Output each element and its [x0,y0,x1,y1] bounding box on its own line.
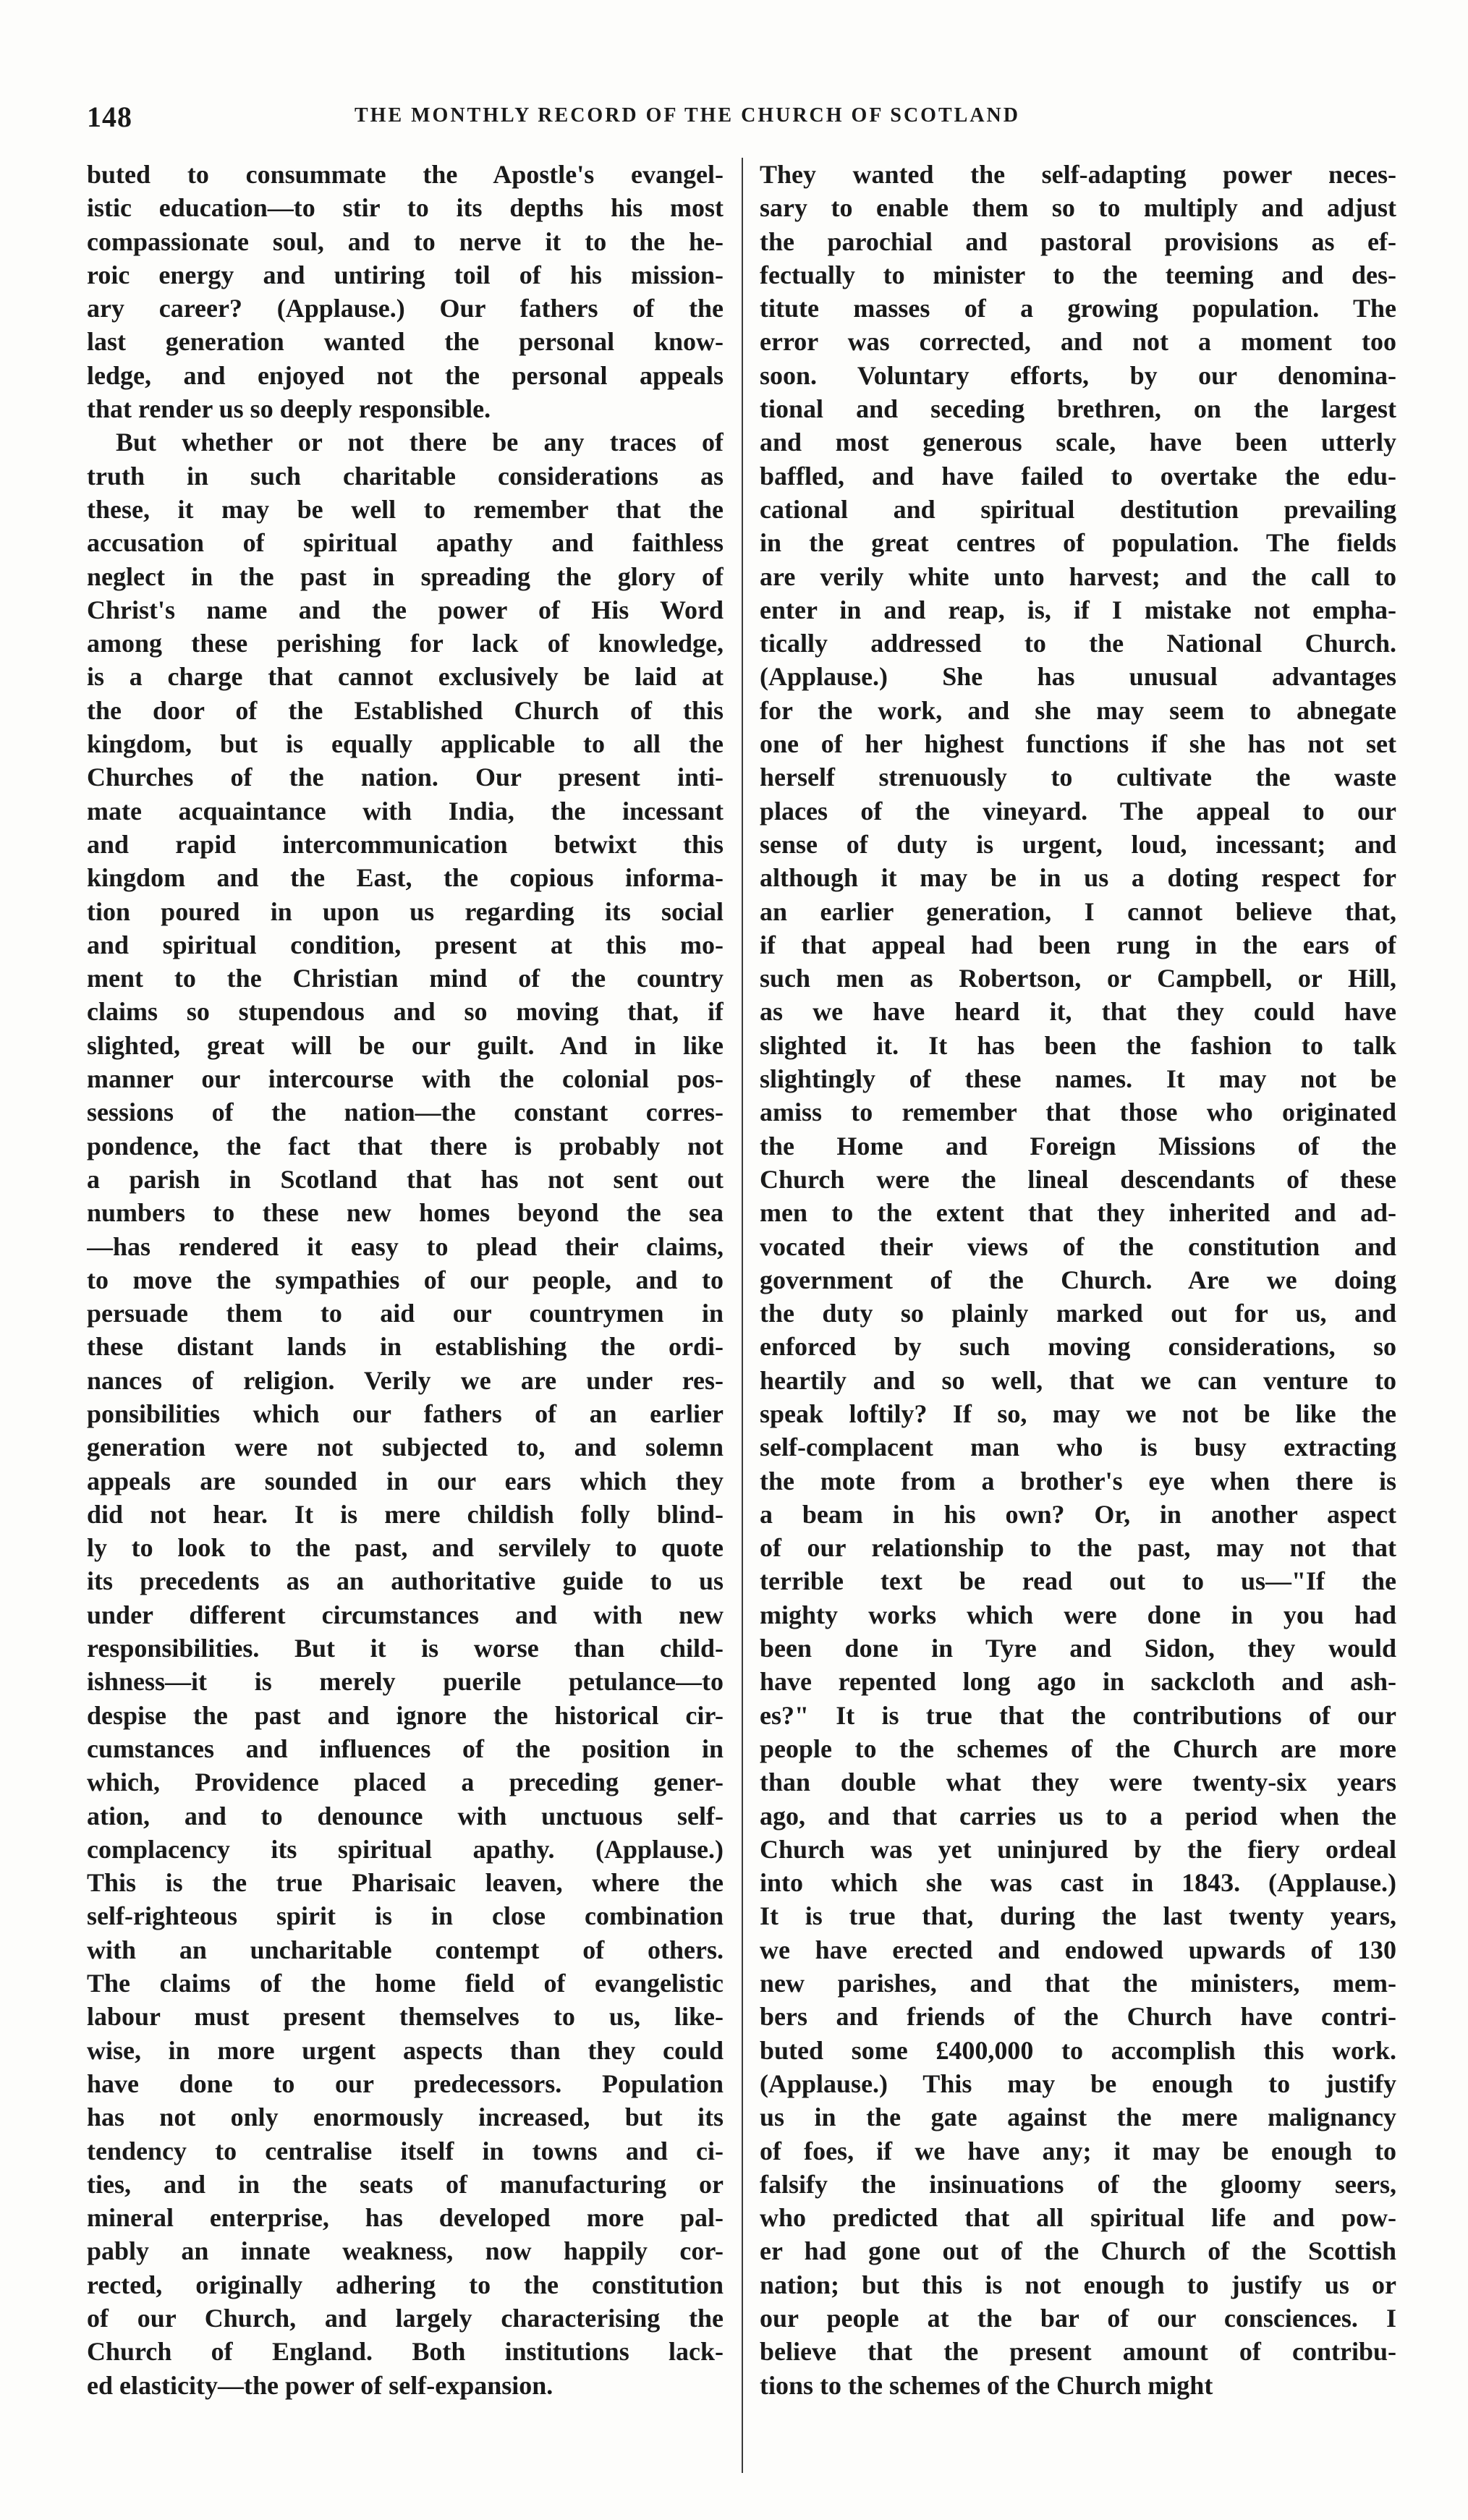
text-line: ago, and that carries us to a period when the [760,1801,1396,1830]
text-line: speak loftily? If so, may we not be like the [760,1399,1396,1428]
text-line: rected, originally adhering to the constitution [87,2270,724,2299]
text-line: roic energy and untiring toil of his mission- [87,260,724,289]
text-line: (Applause.) She has unusual advantages [760,662,1396,692]
page-number: 148 [87,101,132,133]
page-header [87,100,1389,150]
text-line: in the great centres of population. The fields [760,528,1396,558]
text-line: these distant lands in establishing the ordi- [87,1332,724,1362]
text-line: tion poured in upon us regarding its social [87,896,724,926]
text-line: nation; but this is not enough to justify us or [760,2270,1396,2299]
text-line: Church of England. Both institutions lack- [87,2337,724,2367]
text-line: tendency to centralise itself in towns and ci- [87,2136,724,2165]
text-line: er had gone out of the Church of the Scottish [760,2236,1396,2266]
text-line: did not hear. It is mere childish folly blind- [87,1499,724,1529]
text-line: neglect in the past in spreading the glory of [87,561,724,591]
text-line: accusation of spiritual apathy and faithless [87,528,724,558]
text-line: The claims of the home field of evangelistic [87,1969,724,1998]
text-line: to move the sympathies of our people, and to [87,1265,724,1294]
text-line: ary career? (Applause.) Our fathers of the [87,294,724,323]
text-line: and most generous scale, have been utterly [760,428,1396,457]
text-line: soon. Voluntary efforts, by our denomina- [760,360,1396,390]
text-line: who predicted that all spiritual life and pow- [760,2203,1396,2233]
text-line: ed elasticity—the power of self-expansion. [87,2370,553,2400]
text-line: with an uncharitable contempt of others. [87,1935,724,1964]
text-line: sense of duty is urgent, loud, incessant; and [760,829,1396,859]
text-line: mighty works which were done in you had [760,1600,1396,1629]
text-line: truth in such charitable considerations as [87,461,724,491]
text-line: last generation wanted the personal know- [87,327,724,357]
text-line: into which she was cast in 1843. (Applause.) [760,1868,1396,1898]
text-line: fectually to minister to the teeming and des- [760,260,1396,289]
text-line: ledge, and enjoyed not the personal appeals [87,360,724,390]
text-line: falsify the insinuations of the gloomy seers, [760,2169,1396,2199]
text-line: ation, and to denounce with unctuous self- [87,1801,724,1830]
text-line: slightingly of these names. It may not be [760,1064,1396,1094]
text-line: for the work, and she may seem to abnegate [760,695,1396,725]
text-line: Christ's name and the power of His Word [87,595,724,624]
column-divider [742,158,743,2473]
text-line: among these perishing for lack of knowledge, [87,629,724,658]
text-line: error was corrected, and not a moment too [760,327,1396,357]
text-line: heartily and so well, that we can venture to [760,1365,1396,1395]
text-line: It is true that, during the last twenty years, [760,1901,1396,1931]
text-line: of foes, if we have any; it may be enough to [760,2136,1396,2165]
text-line: Church was yet uninjured by the fiery ordeal [760,1834,1396,1864]
text-line: ties, and in the seats of manufacturing or [87,2169,724,2199]
text-line: kingdom and the East, the copious informa- [87,863,724,893]
text-line: the Home and Foreign Missions of the [760,1131,1396,1161]
text-line: if that appeal had been rung in the ears of [760,930,1396,959]
text-line: terrible text be read out to us—"If the [760,1566,1396,1596]
text-line: our people at the bar of our consciences. I [760,2304,1396,2333]
text-line: generation were not subjected to, and solemn [87,1433,724,1462]
text-line: manner our intercourse with the colonial pos- [87,1064,724,1094]
running-title: THE MONTHLY RECORD OF THE CHURCH OF SCOTLAND [355,104,1020,127]
text-line: of our Church, and largely characterising the [87,2304,724,2333]
text-line: men to the extent that they inherited and ad- [760,1198,1396,1228]
text-line: government of the Church. Are we doing [760,1265,1396,1294]
text-line: slighted it. It has been the fashion to talk [760,1030,1396,1060]
text-line: istic education—to stir to its depths his most [87,193,724,223]
text-line: wise, in more urgent aspects than they could [87,2035,724,2065]
text-line: vocated their views of the constitution and [760,1231,1396,1261]
text-line: Church were the lineal descendants of these [760,1164,1396,1194]
text-line: sessions of the nation—the constant corres- [87,1098,724,1127]
text-line: This is the true Pharisaic leaven, where the [87,1868,724,1898]
right-column [760,158,1396,2473]
text-line: But whether or not there be any traces of [116,428,724,457]
text-line: tically addressed to the National Church. [760,629,1396,658]
text-line: is a charge that cannot exclusively be laid at [87,662,724,692]
text-line: the duty so plainly marked out for us, and [760,1299,1396,1328]
text-line: have repented long ago in sackcloth and ash- [760,1667,1396,1697]
text-line: ponsibilities which our fathers of an earlier [87,1399,724,1428]
text-line: amiss to remember that those who originated [760,1098,1396,1127]
text-columns [87,158,1405,2473]
text-line: the door of the Established Church of this [87,695,724,725]
text-line: as we have heard it, that they could have [760,997,1396,1027]
text-line: responsibilities. But it is worse than child- [87,1634,724,1663]
text-line: such men as Robertson, or Campbell, or Hill, [760,964,1396,993]
text-line: have done to our predecessors. Population [87,2069,724,2098]
text-line: ly to look to the past, and servilely to quote [87,1533,724,1563]
text-line: claims so stupendous and so moving that, if [87,997,724,1027]
text-line: bers and friends of the Church have contri- [760,2002,1396,2032]
text-line: self-complacent man who is busy extracting [760,1433,1396,1462]
text-line: buted some £400,000 to accomplish this work. [760,2035,1396,2065]
text-line: pondence, the fact that there is probably not [87,1131,724,1161]
text-line: the parochial and pastoral provisions as ef- [760,226,1396,256]
text-line: es?" It is true that the contributions of our [760,1700,1396,1730]
text-line: slighted, great will be our guilt. And in like [87,1030,724,1060]
text-line: that render us so deeply responsible. [87,394,491,424]
text-line: the mote from a brother's eye when there is [760,1466,1396,1496]
text-line: a parish in Scotland that has not sent out [87,1164,724,1194]
text-line: self-righteous spirit is in close combination [87,1901,724,1931]
text-line: herself strenuously to cultivate the waste [760,763,1396,792]
text-line: enforced by such moving considerations, so [760,1332,1396,1362]
text-line: a beam in his own? Or, in another aspect [760,1499,1396,1529]
text-line: mate acquaintance with India, the incessant [87,796,724,826]
text-line: ishness—it is merely puerile petulance—to [87,1667,724,1697]
text-line: ment to the Christian mind of the country [87,964,724,993]
text-line: Churches of the nation. Our present inti- [87,763,724,792]
text-line: and rapid intercommunication betwixt this [87,829,724,859]
left-column [87,158,724,2473]
text-line: kingdom, but is equally applicable to all the [87,729,724,759]
text-line: its precedents as an authoritative guide to us [87,1566,724,1596]
text-line: we have erected and endowed upwards of 130 [760,1935,1396,1964]
text-line: places of the vineyard. The appeal to our [760,796,1396,826]
text-line: (Applause.) This may be enough to justify [760,2069,1396,2098]
text-line: sary to enable them so to multiply and adjust [760,193,1396,223]
text-line: cumstances and influences of the position in [87,1734,724,1763]
text-line: has not only enormously increased, but its [87,2103,724,2132]
text-line: and spiritual condition, present at this mo- [87,930,724,959]
text-line: an earlier generation, I cannot believe that, [760,896,1396,926]
text-line: titute masses of a growing population. The [760,294,1396,323]
text-line: —has rendered it easy to plead their claims, [87,1231,724,1261]
text-line: nances of religion. Verily we are under res- [87,1365,724,1395]
text-line: appeals are sounded in our ears which they [87,1466,724,1496]
text-line: pably an innate weakness, now happily cor- [87,2236,724,2266]
text-line: are verily white unto harvest; and the call to [760,561,1396,591]
text-line: mineral enterprise, has developed more pal- [87,2203,724,2233]
text-line: under different circumstances and with new [87,1600,724,1629]
text-line: one of her highest functions if she has not set [760,729,1396,759]
text-line: us in the gate against the mere malignancy [760,2103,1396,2132]
text-line: buted to consummate the Apostle's evangel- [87,160,724,189]
text-line: these, it may be well to remember that the [87,494,724,524]
text-line: compassionate soul, and to nerve it to the he- [87,226,724,256]
text-line: than double what they were twenty-six years [760,1768,1396,1797]
text-line: persuade them to aid our countrymen in [87,1299,724,1328]
text-line: believe that the present amount of contribu- [760,2337,1396,2367]
text-line: cational and spiritual destitution prevailing [760,494,1396,524]
text-line: which, Providence placed a preceding gener- [87,1768,724,1797]
text-line: enter in and reap, is, if I mistake not empha- [760,595,1396,624]
text-line: tions to the schemes of the Church might [760,2370,1213,2400]
text-line: baffled, and have failed to overtake the edu- [760,461,1396,491]
text-line: tional and seceding brethren, on the largest [760,394,1396,424]
text-line: They wanted the self-adapting power neces- [760,160,1396,189]
text-line: of our relationship to the past, may not that [760,1533,1396,1563]
text-line: people to the schemes of the Church are more [760,1734,1396,1763]
text-line: labour must present themselves to us, like- [87,2002,724,2032]
text-line: despise the past and ignore the historical cir- [87,1700,724,1730]
text-line: numbers to these new homes beyond the sea [87,1198,724,1228]
text-line: been done in Tyre and Sidon, they would [760,1634,1396,1663]
text-line: new parishes, and that the ministers, mem- [760,1969,1396,1998]
text-line: although it may be in us a doting respect for [760,863,1396,893]
text-line: complacency its spiritual apathy. (Applause.) [87,1834,724,1864]
